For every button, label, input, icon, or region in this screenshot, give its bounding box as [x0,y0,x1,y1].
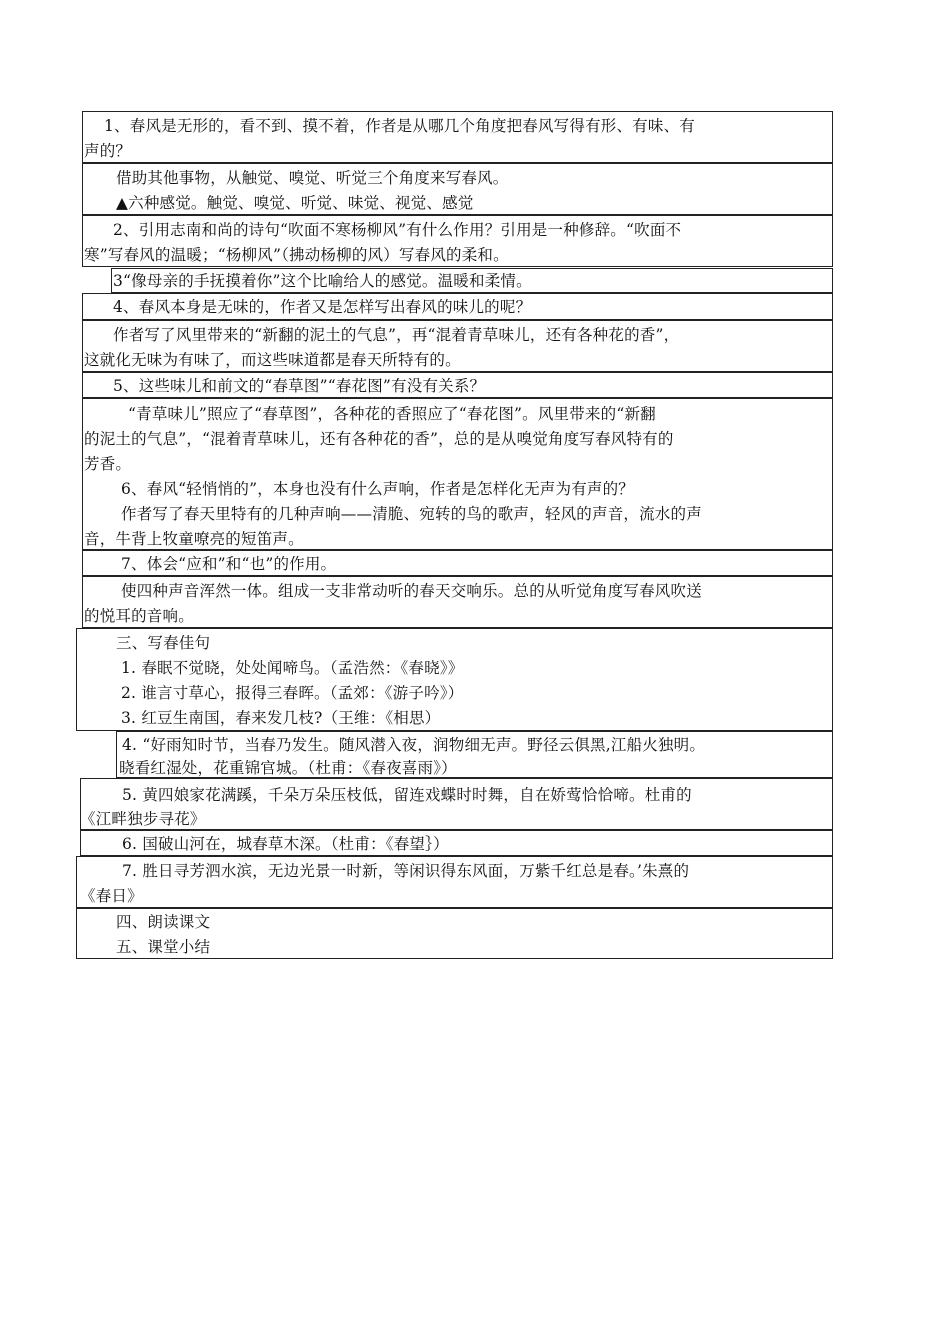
section-3-title: 三、写春佳句 [116,634,211,652]
question-5: 5、这些味儿和前文的“春草图”“春花图”有没有关系？ [113,377,486,395]
poem-2: 2. 谁言寸草心，报得三春晖。（孟郊：《游子吟》） [121,684,464,702]
poem-4: 4. “好雨知时节，当春乃发生。随风潜入夜，润物细无声。野径云俱黑,江船火独明。 [122,736,706,754]
answer-7: 使四种声音浑然一体。组成一支非常动听的春天交响乐。总的从听觉角度写春风吹送 [121,582,702,600]
answer-5-cont-2: 芳香。 [84,455,132,473]
answer-6: 作者写了春天里特有的几种声响——清脆、宛转的鸟的歌声，轻风的声音，流水的声 [121,505,702,523]
section-4-title: 四、朗读课文 [116,913,211,931]
question-6: 6、春风“轻悄悄的”，本身也没有什么声响，作者是怎样化无声为有声的？ [121,480,635,498]
question-1: 1、春风是无形的，看不到、摸不着，作者是从哪几个角度把春风写得有形、有味、有 [104,117,695,135]
answer-1: 借助其他事物，从触觉、嗅觉、听觉三个角度来写春风。 [116,169,509,187]
answer-5-cont-1: 的泥土的气息”，“混着青草味儿，还有各种花的香”，总的是从嗅觉角度写春风特有的 [84,430,674,448]
section-5-title: 五、课堂小结 [116,938,211,956]
answer-7-cont: 的悦耳的音响。 [84,607,194,625]
answer-5: “青草味儿”照应了“春草图”，各种花的香照应了“春花图”。风里带来的“新翻 [128,405,656,423]
poem-7: 7. 胜日寻芳泗水滨，无边光景一时新，等闲识得东风面，万紫千红总是春。’朱熹的 [122,862,690,880]
poem-5: 5. 黄四娘家花满蹊，千朵万朵压枝低，留连戏蝶时时舞，自在娇莺恰恰啼。杜甫的 [122,786,692,804]
question-2: 2、引用志南和尚的诗句“吹面不寒杨柳风”有什么作用？引用是一种修辞。“吹面不 [113,221,682,239]
question-7: 7、体会“应和”和“也”的作用。 [121,555,337,573]
answer-4: 作者写了风里带来的“新翻的泥土的气息”，再“混着青草味儿，还有各种花的香”， [113,326,680,344]
answer-6-cont: 音，牛背上牧童嘹亮的短笛声。 [84,530,304,548]
question-1-cont: 声的？ [84,142,132,160]
question-4: 4、春风本身是无味的，作者又是怎样写出春风的味儿的呢？ [113,298,532,316]
question-2-cont: 寒”写春风的温暖；“杨柳风”（拂动杨柳的风）写春风的柔和。 [84,246,509,264]
poem-1: 1. 春眠不觉晓，处处闻啼鸟。（孟浩然：《春晓》》 [121,659,464,677]
answer-4-cont: 这就化无味为有味了，而这些味道都是春天所特有的。 [84,351,461,369]
poem-3: 3. 红豆生南国，春来发几枝?（王维：《相思） [121,709,441,727]
poem-6: 6. 国破山河在，城春草木深。（杜甫：《春望｝） [122,835,449,853]
poem-7-cont: 《春日》 [80,887,143,905]
poem-5-cont: 《江畔独步寻花》 [80,810,206,828]
answer-1-note: ▲六种感觉。触觉、嗅觉、听觉、味觉、视觉、感觉 [116,194,474,212]
question-3: 3“像母亲的手抚摸着你”这个比喻给人的感觉。温暖和柔情。 [113,272,532,290]
poem-4-cont: 晓看红湿处，花重锦官城。（杜甫：《春夜喜雨》） [119,759,457,777]
